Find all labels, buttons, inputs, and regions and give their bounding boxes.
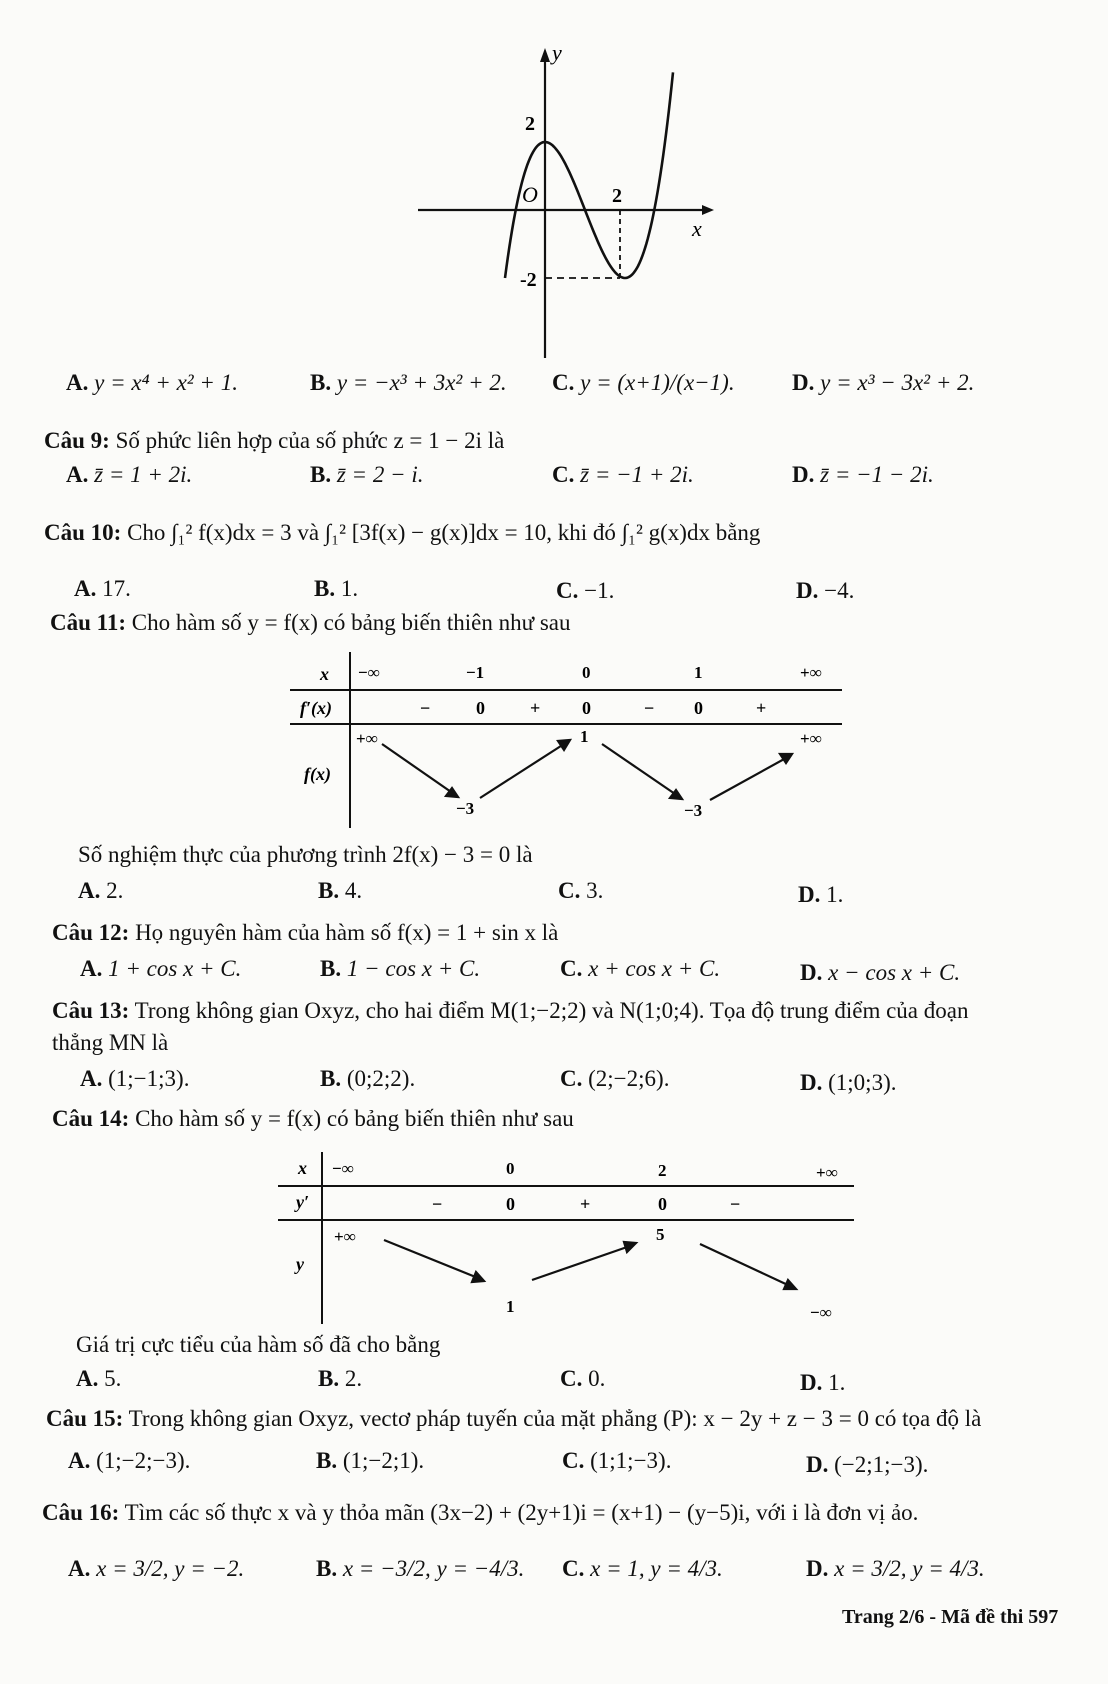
q11-arrowhead (780, 754, 792, 763)
q12-option-b: B. 1 − cos x + C. (320, 956, 481, 981)
q14-arrow-down-2 (700, 1244, 790, 1286)
q10-option-a: A. 17. (74, 576, 131, 601)
q9-option-d: D. z̄ = −1 − 2i. (792, 462, 934, 487)
q14-row-f: y (296, 1254, 304, 1274)
q11-sign: − (644, 698, 655, 718)
q16-option-a: A. x = 3/2, y = −2. (68, 1556, 245, 1581)
q14-f-val: 1 (506, 1297, 515, 1316)
q11-x-val: 1 (694, 663, 703, 682)
q11-row-x: x (320, 664, 329, 684)
q14-arrow-up (532, 1246, 630, 1280)
q13-option-a: A. (1;−1;3). (80, 1066, 190, 1091)
q11-f-val: +∞ (356, 729, 378, 748)
q10-stem: Câu 10: Cho ∫₁² f(x)dx = 3 và ∫₁² [3f(x) − g(x)]dx = 10, khi đó ∫₁² g(x)dx bằng (44, 520, 761, 545)
q11-option-d: D. 1. (798, 882, 844, 907)
q8-option-c: C. y = (x+1)/(x−1). (552, 370, 735, 395)
tick-y-neg2: -2 (520, 269, 537, 291)
q10-option-c: C. −1. (556, 578, 615, 603)
tick-x-2: 2 (612, 185, 622, 207)
q8-option-a: A. y = x⁴ + x² + 1. (66, 370, 238, 395)
q14-arrowhead (472, 1272, 484, 1282)
q11-arrowhead (558, 740, 570, 750)
q13-option-c: C. (2;−2;6). (560, 1066, 670, 1091)
q13-stem: Câu 13: Trong không gian Oxyz, cho hai điểm M(1;−2;2) và N(1;0;4). Tọa độ trung điểm của đoạn (52, 998, 969, 1023)
q11-arrow-up-2 (710, 758, 786, 800)
q11-arrow-down-2 (602, 744, 678, 796)
q16-stem: Câu 16: Tìm các số thực x và y thỏa mãn (3x−2) + (2y+1)i = (x+1) − (y−5)i, với i là đơn vị ảo. (42, 1500, 919, 1525)
q14-sign: 0 (506, 1194, 515, 1214)
q10-option-b: B. 1. (314, 576, 359, 601)
q8-option-b: B. y = −x³ + 3x² + 2. (310, 370, 507, 395)
q11-option-c: C. 3. (558, 878, 604, 903)
q11-arrow-down-1 (382, 744, 454, 794)
q14-sub: Giá trị cực tiểu của hàm số đã cho bằng (76, 1332, 441, 1357)
q14-variation-table (276, 1150, 856, 1326)
q14-sign: 0 (658, 1194, 667, 1214)
q15-option-a: A. (1;−2;−3). (68, 1448, 191, 1473)
q11-arrow-up-1 (480, 744, 564, 798)
q11-option-b: B. 4. (318, 878, 363, 903)
q14-option-a: A. 5. (76, 1366, 122, 1391)
q11-stem: Câu 11: Cho hàm số y = f(x) có bảng biến thiên như sau (50, 610, 571, 635)
page-footer: Trang 2/6 - Mã đề thi 597 (842, 1606, 1059, 1628)
q13-option-d: D. (1;0;3). (800, 1070, 897, 1095)
q14-x-val: 2 (658, 1161, 667, 1180)
q14-arrowhead (624, 1242, 636, 1252)
x-axis-label: x (692, 216, 702, 241)
q15-option-d: D. (−2;1;−3). (806, 1452, 929, 1477)
q11-sign: − (420, 698, 431, 718)
q10-option-d: D. −4. (796, 578, 855, 603)
q11-f-val: −3 (684, 801, 703, 820)
q11-x-val: 0 (582, 663, 591, 682)
q14-row-x: x (298, 1158, 307, 1178)
cubic-curve (505, 72, 673, 278)
q14-row-deriv: y′ (296, 1192, 310, 1212)
q11-sign: 0 (694, 698, 703, 718)
q14-arrowhead (784, 1280, 796, 1289)
q11-variation-table (290, 650, 850, 830)
q11-row-deriv: f′(x) (300, 698, 333, 718)
q11-f-val: +∞ (800, 729, 822, 748)
q11-f-val: 1 (580, 727, 589, 746)
q12-option-c: C. x + cos x + C. (560, 956, 721, 981)
q14-f-val: −∞ (810, 1303, 832, 1322)
q14-option-b: B. 2. (318, 1366, 363, 1391)
q11-x-val: +∞ (800, 663, 822, 682)
q13-stem-line2: thẳng MN là (52, 1030, 169, 1055)
q15-option-b: B. (1;−2;1). (316, 1448, 425, 1473)
q9-stem: Câu 9: Số phức liên hợp của số phức z = 1 − 2i là (44, 428, 505, 453)
q14-sign: − (432, 1194, 443, 1214)
q11-option-a: A. 2. (78, 878, 124, 903)
q14-f-val: +∞ (334, 1227, 356, 1246)
q12-stem: Câu 12: Họ nguyên hàm của hàm số f(x) = 1 + sin x là (52, 920, 559, 945)
q14-x-val: −∞ (332, 1159, 354, 1178)
q9-option-c: C. z̄ = −1 + 2i. (552, 462, 694, 487)
q14-sign: + (580, 1194, 591, 1214)
q11-sign: 0 (582, 698, 591, 718)
q14-x-val: 0 (506, 1159, 515, 1178)
q14-f-val: 5 (656, 1225, 665, 1244)
q14-option-d: D. 1. (800, 1370, 846, 1395)
q8-option-d: D. y = x³ − 3x² + 2. (792, 370, 975, 395)
q11-sign: + (530, 698, 541, 718)
q14-x-val: +∞ (816, 1163, 838, 1182)
q12-option-a: A. 1 + cos x + C. (80, 956, 242, 981)
q12-option-d: D. x − cos x + C. (800, 960, 961, 985)
q11-row-f: f(x) (304, 764, 331, 784)
y-axis-arrow (540, 48, 550, 62)
q16-option-d: D. x = 3/2, y = 4/3. (806, 1556, 985, 1581)
q16-option-b: B. x = −3/2, y = −4/3. (316, 1556, 525, 1581)
q9-option-b: B. z̄ = 2 − i. (310, 462, 424, 487)
q14-arrow-down-1 (384, 1240, 478, 1278)
q11-x-val: −∞ (358, 663, 380, 682)
tick-y-2: 2 (525, 113, 535, 135)
origin-label: O (522, 182, 538, 207)
q14-stem: Câu 14: Cho hàm số y = f(x) có bảng biến thiên như sau (52, 1106, 574, 1131)
x-axis-arrow (702, 205, 714, 215)
q11-sign: 0 (476, 698, 485, 718)
q14-sign: − (730, 1194, 741, 1214)
q15-option-c: C. (1;1;−3). (562, 1448, 672, 1473)
q13-option-b: B. (0;2;2). (320, 1066, 416, 1091)
q14-option-c: C. 0. (560, 1366, 606, 1391)
q15-stem: Câu 15: Trong không gian Oxyz, vectơ pháp tuyến của mặt phẳng (P): x − 2y + z − 3 = 0 có tọa độ là (46, 1406, 982, 1431)
function-graph (410, 40, 720, 360)
q16-option-c: C. x = 1, y = 4/3. (562, 1556, 723, 1581)
q11-x-val: −1 (466, 663, 485, 682)
y-axis-label: y (552, 40, 562, 65)
q11-sign: + (756, 698, 767, 718)
q9-option-a: A. z̄ = 1 + 2i. (66, 462, 193, 487)
q11-sub: Số nghiệm thực của phương trình 2f(x) − 3 = 0 là (78, 842, 533, 867)
q11-f-val: −3 (456, 799, 475, 818)
